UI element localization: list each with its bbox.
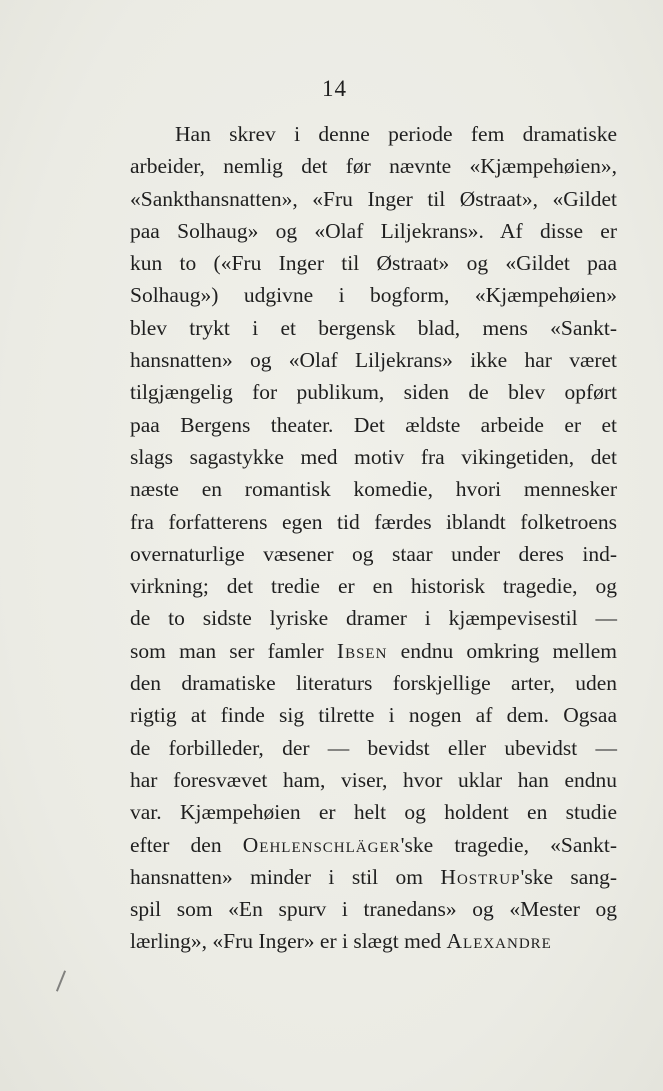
text-line: paa Bergens theater. Det ældste arbeide er et [130, 412, 617, 437]
text-run: hansnatten» minder i stil om [130, 864, 441, 889]
text-line: Han skrev i denne periode fem dramatiske [175, 122, 617, 146]
text-line [130, 925, 617, 957]
text-run: endnu omkring mellem [387, 638, 617, 663]
author-name-hostrup: Hostrup [440, 864, 521, 889]
margin-pencil-mark [56, 970, 66, 991]
text-line: har foresvævet ham, viser, hvor uklar han endnu [130, 767, 617, 792]
body-text [130, 118, 617, 958]
author-name-alexandre: Alexandre [446, 929, 552, 954]
text-line: overnaturlige væsener og staar under deres ind- [130, 541, 617, 566]
author-name-ibsen: Ibsen [336, 638, 388, 663]
text-line: «Sankthansnatten», «Fru Inger til Østraat», «Gildet [130, 186, 617, 211]
page-number: 14 [322, 76, 347, 101]
text-line: arbeider, nemlig det før nævnte «Kjæmpehøien», [130, 154, 617, 179]
text-line: de to sidste lyriske dramer i kjæmpevisestil — [130, 606, 617, 631]
text-run: efter den [130, 832, 243, 857]
text-run: 'ske sang- [520, 864, 617, 889]
text-run: lærling», «Fru Inger» er i slægt med [130, 929, 447, 954]
text-line: rigtig at finde sig tilrette i nogen af dem. Ogsaa [130, 703, 617, 728]
text-line: de forbilleder, der — bevidst eller ubevidst — [130, 735, 617, 760]
text-line: hansnatten» og «Olaf Liljekrans» ikke har været [130, 348, 617, 373]
text-line [130, 861, 617, 893]
text-line: tilgjængelig for publikum, siden de blev opført [130, 380, 617, 405]
text-line: virkning; det tredie er en historisk tragedie, og [130, 574, 617, 599]
text-line: spil som «En spurv i tranedans» og «Mester og [130, 897, 617, 922]
text-line: slags sagastykke med motiv fra vikingetiden, det [130, 444, 617, 469]
text-line: blev trykt i et bergensk blad, mens «Sankt- [130, 315, 617, 340]
text-line [130, 635, 617, 667]
text-line: næste en romantisk komedie, hvori mennesker [130, 477, 617, 502]
text-line: den dramatiske literaturs forskjellige arter, uden [130, 671, 617, 696]
text-line: Solhaug») udgivne i bogform, «Kjæmpehøien» [130, 283, 617, 308]
text-run: som man ser famler [130, 638, 337, 663]
text-line: fra forfatterens egen tid færdes iblandt folketroens [130, 509, 617, 534]
text-line [130, 829, 617, 861]
text-run: 'ske tragedie, «Sankt- [400, 832, 617, 857]
text-line: var. Kjæmpehøien er helt og holdent en studie [130, 800, 617, 825]
author-name-oehlenschlaeger: Oehlenschläger [242, 832, 401, 857]
text-line: paa Solhaug» og «Olaf Liljekrans». Af disse er [130, 218, 617, 243]
text-line: kun to («Fru Inger til Østraat» og «Gildet paa [130, 251, 617, 276]
